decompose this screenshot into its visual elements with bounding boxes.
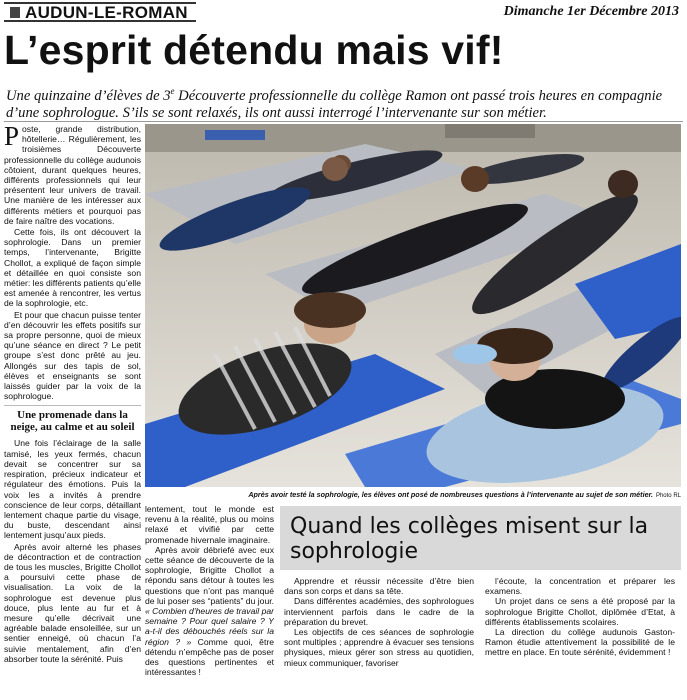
- photo-credit: Photo RL: [655, 493, 681, 499]
- section-tag: [4, 2, 196, 22]
- sidebar-column-right: [485, 576, 675, 658]
- body-paragraph: La direction du collège audunois Gaston-Ramon étudie attentivement la possibilité de le mettre en place. En toute sérénité, évidemment !: [485, 627, 675, 658]
- sidebar-title: Quand les collèges misent sur la sophrologie: [280, 506, 681, 570]
- article-lede: [6, 83, 682, 122]
- lede-superscript: e: [170, 86, 175, 96]
- body-paragraph: Dans différentes académies, des sophrologues interviennent parfois dans le cadre de la préparation du brevet.: [284, 596, 474, 627]
- paragraph-text: Comme quoi, être détendu n’empêche pas de poser des questions pertinentes et intéressantes !: [145, 636, 274, 678]
- caption-text: Après avoir testé la sophrologie, les élèves ont posé de nombreuses questions à l’intervenante au sujet de son métier.: [248, 490, 653, 499]
- photo-caption: [145, 490, 681, 501]
- body-paragraph: [4, 124, 141, 226]
- paragraph-text: oste, grande distribution, hôtellerie… Régulièrement, les troisièmes Découverte professionnelle du collège audunois côtoient, durant quelques heures, différents professionnels qui leur présentent leur univers de travail. Une manière de les intéresser aux différents métiers et pourquoi pas de faire naître des vocations.: [4, 124, 141, 226]
- lede-part-1: Une quinzaine d’élèves de 3: [6, 87, 171, 104]
- lede-part-2: Découverte professionnelle du collège Ramon ont passé trois heures en compagnie d’une sophrologue. S’ils se sont relaxés, ils ont aussi interrogé l’intervenante sur son métier.: [6, 87, 663, 121]
- quoted-questions: « Combien d’heures de travail par semaine ? Pour quel salaire ? Y a-t-il des débouchés réels sur la région ? »: [145, 606, 274, 647]
- paragraph-text: Après avoir débriefé avec eux cette séance de découverte de la sophrologie, Brigitte Chollot a répondu sans détour à toutes les questions que n’ont pas manqué de lui poser ses “patients” du jour.: [145, 544, 274, 606]
- body-paragraph: Cette fois, ils ont découvert la sophrologie. Dans un premier temps, l’intervenante, Brigitte Chollot, a expliqué de façon simple et détaillée en quoi consiste son métier: les différents patients qu’elle est amenée à rencontrer, les vertus de la sophrologie, etc.: [4, 227, 141, 309]
- body-paragraph: l’écoute, la concentration et préparer les examens.: [485, 576, 675, 597]
- body-paragraph: Une fois l’éclairage de la salle tamisé, les yeux fermés, chacun devait se concentrer sur sa respiration, précieux indicateur et régulateur des émotions. Puis la voix les a invités à prendre conscience de leur corps, détaillant lentement chaque partie du visage, du buste, descendant ainsi lentement jusqu’aux pieds.: [4, 438, 141, 541]
- sophrology-session-photo: [145, 124, 681, 487]
- body-paragraph: lentement, tout le monde est revenu à la réalité, plus ou moins relaxé et vivifié par cette promenade hivernale imaginaire.: [145, 504, 274, 545]
- sidebar-body: [280, 576, 681, 700]
- body-paragraph: Un projet dans ce sens a été proposé par la sophrologue Brigitte Chollot, diplômée d’Etat, à différents établissements scolaires.: [485, 596, 675, 627]
- body-paragraph: Et pour que chacun puisse tenter d’en découvrir les effets positifs sur sa propre personne, quoi de mieux qu’une séance en direct ? Le petit groupe s’est donc prêté au jeu. Allongés sur des tapis de sol, élèves et enseignants se sont laissés guider par la voix de la sophrologue.: [4, 309, 141, 402]
- left-column: [4, 124, 141, 700]
- intertitle: Une promenade dans la neige, au calme et au soleil: [4, 405, 141, 433]
- sidebar-box: [280, 506, 681, 700]
- article-photo: [145, 124, 681, 487]
- body-paragraph: Les objectifs de ces séances de sophrologie sont multiples ; apprendre à évacuer ses tensions physiques, mieux gérer son stress au quotidien, mieux communiquer, favoriser: [284, 627, 474, 668]
- body-paragraph: [145, 545, 274, 678]
- section-square-icon: [10, 7, 20, 18]
- body-paragraph: Apprendre et réussir nécessite d’être bien dans son corps et dans sa tête.: [284, 576, 474, 597]
- lede-divider: [4, 121, 683, 122]
- issue-date: Dimanche 1er Décembre 2013: [503, 4, 679, 19]
- sidebar-column-left: [284, 576, 474, 668]
- middle-column: [145, 504, 274, 700]
- page-header: [0, 0, 687, 27]
- drop-cap: P: [4, 124, 20, 151]
- article-headline: L’esprit détendu mais vif!: [4, 27, 504, 73]
- section-name: AUDUN-LE-ROMAN: [25, 2, 188, 22]
- body-paragraph: Après avoir alterné les phases de décontraction et de contraction de tous les muscles, Brigitte Chollot a poursuivi cette phase de visualisation. La voix de la sophrologue est devenue plus douce, plus lente au fur et à mesure qu’elle décrivait une agréable balade ensoleillée, sur un sentier enneigé, où chacun l’a suivie mentalement, afin d’en absorber toute la sérénité. Puis: [4, 541, 141, 664]
